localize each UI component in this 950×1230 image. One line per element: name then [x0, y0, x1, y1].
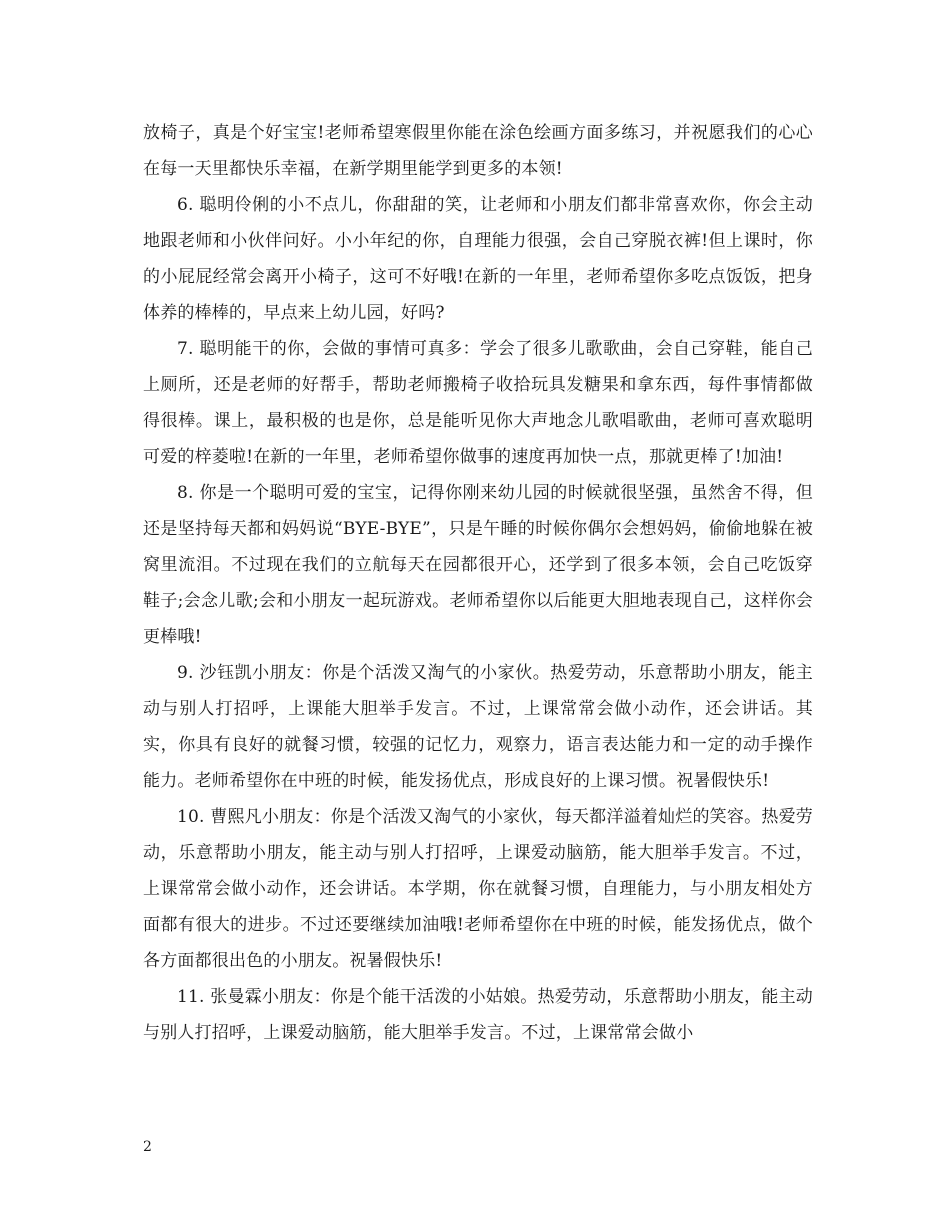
paragraph-comment-8: 8. 你是一个聪明可爱的宝宝，记得你刚来幼儿园的时候就很坚强，虽然舍不得，但还是坚持每天都和妈妈说“BYE-BYE”，只是午睡的时候你偶尔会想妈妈，偷偷地躲在被窝里流泪。不过现在我们的立航每天在园都很开心，还学到了很多本领，会自己吃饭穿鞋子;会念儿歌;会和小朋友一起玩游戏。老师希望你以后能更大胆地表现自己，这样你会更棒哦!: [143, 483, 813, 647]
paragraph-comment-6: 6. 聪明伶俐的小不点儿，你甜甜的笑，让老师和小朋友们都非常喜欢你，你会主动地跟老师和小伙伴问好。小小年纪的你，自理能力很强，会自己穿脱衣裤!但上课时，你的小屁屁经常会离开小椅子，这可不好哦!在新的一年里，老师希望你多吃点饭饭，把身体养的棒棒的，早点来上幼儿园，好吗?: [143, 195, 813, 323]
paragraph-comment-10: 10. 曹熙凡小朋友：你是个活泼又淘气的小家伙，每天都洋溢着灿烂的笑容。热爱劳动，乐意帮助小朋友，能主动与别人打招呼，上课爱动脑筋，能大胆举手发言。不过，上课常常会做小动作，还会讲话。本学期，你在就餐习惯，自理能力，与小朋友相处方面都有很大的进步。不过还要继续加油哦!老师希望你在中班的时候，能发扬优点，做个各方面都很出色的小朋友。祝暑假快乐!: [143, 807, 813, 971]
paragraph-continuation: 放椅子，真是个好宝宝!老师希望寒假里你能在涂色绘画方面多练习，并祝愿我们的心心在每一天里都快乐幸福，在新学期里能学到更多的本领!: [143, 123, 813, 179]
page-number: 2: [143, 1139, 152, 1155]
document-body: [143, 115, 813, 1051]
paragraph-comment-9: 9. 沙钰凯小朋友：你是个活泼又淘气的小家伙。热爱劳动，乐意帮助小朋友，能主动与别人打招呼，上课能大胆举手发言。不过，上课常常会做小动作，还会讲话。其实，你具有良好的就餐习惯，较强的记忆力，观察力，语言表达能力和一定的动手操作能力。老师希望你在中班的时候，能发扬优点，形成良好的上课习惯。祝暑假快乐!: [143, 663, 813, 791]
paragraph-comment-11: 11. 张曼霖小朋友：你是个能干活泼的小姑娘。热爱劳动，乐意帮助小朋友，能主动与别人打招呼，上课爱动脑筋，能大胆举手发言。不过，上课常常会做小: [143, 987, 813, 1043]
paragraph-comment-7: 7. 聪明能干的你，会做的事情可真多：学会了很多儿歌歌曲，会自己穿鞋，能自己上厕所，还是老师的好帮手，帮助老师搬椅子收拾玩具发糖果和拿东西，每件事情都做得很棒。课上，最积极的也是你，总是能听见你大声地念儿歌唱歌曲，老师可喜欢聪明可爱的梓菱啦!在新的一年里，老师希望你做事的速度再加快一点，那就更棒了!加油!: [143, 339, 813, 467]
